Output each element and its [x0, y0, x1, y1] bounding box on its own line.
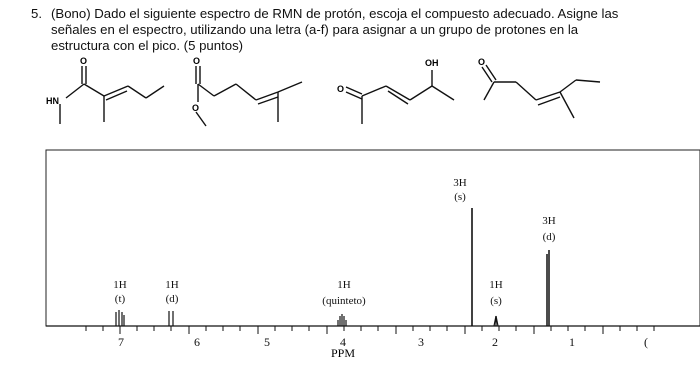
tick-label: 1 [569, 335, 575, 349]
axis-label: PPM [330, 346, 356, 360]
tick-label: 3 [418, 335, 424, 349]
atom-label-o: O [193, 56, 201, 66]
peak-doublet-3h [547, 250, 549, 326]
spectrum [46, 150, 700, 360]
peak-label-h: 1H [113, 279, 127, 291]
spectrum-frame [46, 150, 700, 326]
tick-label: 5 [264, 335, 270, 349]
atom-label-o: O [192, 103, 200, 113]
peak-label-mult: (quinteto) [322, 295, 366, 307]
peak-label-h: 1H [165, 279, 179, 291]
peak-label-h: 3H [453, 177, 467, 189]
question-line-3: estructura con el pico. (5 puntos) [51, 38, 244, 53]
tick-label: 2 [492, 335, 498, 349]
structure-ketone-alkene [482, 65, 600, 118]
structure-amide [60, 66, 164, 124]
tick-label: 4 [340, 335, 346, 349]
atom-label-hn: HN [46, 96, 59, 106]
atom-label-oh: OH [425, 58, 439, 68]
atom-label-o: O [337, 84, 345, 94]
question-number: 5. [31, 6, 42, 21]
peak-doublet-1 [169, 311, 173, 326]
peak-label-mult: (t) [114, 293, 126, 305]
atom-label-o: O [80, 56, 88, 66]
peak-label-mult: (d) [165, 293, 179, 305]
peak-label-mult: (d) [542, 231, 556, 243]
peak-triplet [116, 310, 124, 326]
axis-ticks [86, 326, 654, 334]
question-text-1: (Bono) Dado el siguiente espectro de RMN de protón, escoja el compuesto adecuado. Asigne las [51, 6, 619, 21]
atom-label-o: O [478, 57, 486, 67]
peak-quintet [338, 314, 346, 326]
tick-label: 6 [194, 335, 200, 349]
tick-label: ( [644, 335, 648, 349]
peak-label-h: 3H [542, 215, 556, 227]
tick-label: 7 [118, 335, 124, 349]
peak-label-h: 1H [337, 279, 351, 291]
peak-label-mult: (s) [454, 191, 466, 203]
structure-enone-alcohol [346, 70, 454, 124]
peak-label-mult: (s) [490, 295, 502, 307]
peak-singlet-1h [494, 316, 498, 326]
peaks [116, 208, 549, 326]
structure-ester [196, 66, 302, 126]
peak-label-h: 1H [489, 279, 503, 291]
question-line-2: señales en el espectro, utilizando una letra (a-f) para asignar a un grupo de protones en la [51, 22, 579, 37]
